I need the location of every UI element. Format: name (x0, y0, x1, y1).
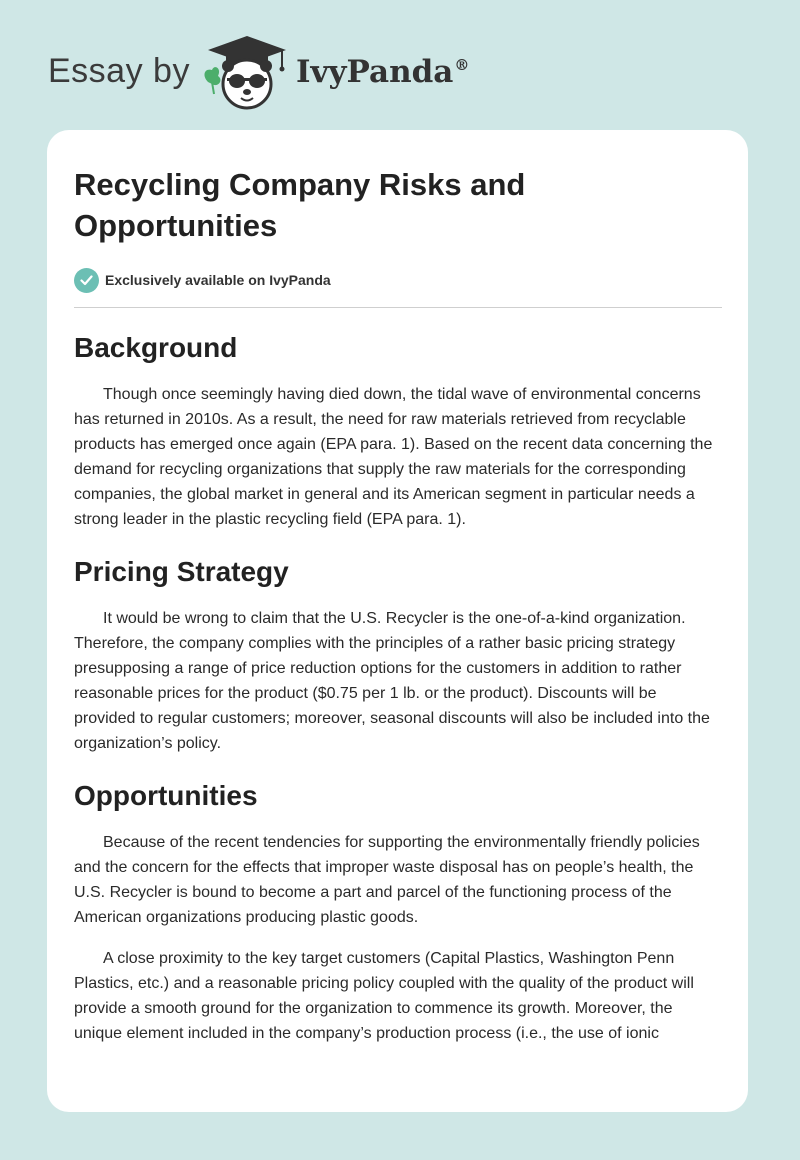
paragraph: It would be wrong to claim that the U.S. Recycler is the one-of-a-kind organization. Therefore, the company complies with the principles of a rather basic pricing strategy presupposing a range of price reduction options for the customers in addition to rather reasonable prices for the product ($0.75 per 1 lb. or the product). Discounts will be provided to regular customers; moreover, seasonal discounts will also be included into the organization’s policy. (74, 610, 710, 752)
check-circle-icon (74, 268, 99, 293)
section-heading-pricing-strategy: Pricing Strategy (74, 556, 289, 587)
exclusive-badge (74, 266, 722, 294)
paragraph: Because of the recent tendencies for supporting the environmentally friendly policies and the concern for the effects that improper waste disposal has on people’s health, the U.S. Recycler is bound to become a part and parcel of the functioning process of the American organizations producing plastic goods. (74, 834, 700, 926)
divider (74, 307, 722, 308)
site-header (48, 34, 748, 114)
page-title: Recycling Company Risks and Opportunities (74, 167, 526, 243)
paragraph: Though once seemingly having died down, the tidal wave of environmental concerns has returned in 2010s. As a result, the need for raw materials retrieved from recyclable products has emerged once again (EPA para. 1). Based on the recent data concerning the demand for recycling organizations that supply the raw materials for the corresponding companies, the global market in general and its American segment in particular needs a strong leader in the plastic recycling field (EPA para. 1). (74, 386, 713, 528)
brand-text: IvyPanda (296, 54, 454, 90)
article-card (47, 130, 748, 1112)
registered-mark: ® (454, 56, 470, 74)
panda-graduate-icon[interactable] (202, 34, 292, 112)
brand-name[interactable] (296, 54, 469, 90)
section-heading-opportunities: Opportunities (74, 780, 258, 811)
exclusive-label: Exclusively available on IvyPanda (105, 272, 331, 288)
section-heading-background: Background (74, 332, 238, 363)
paragraph: A close proximity to the key target customers (Capital Plastics, Washington Penn Plastics, etc.) and a reasonable pricing policy coupled with the quality of the product will provide a smooth ground for the organization to commence its growth. Moreover, the unique element included in the company’s production process (i.e., the use of ionic (74, 950, 694, 1042)
essay-by-label: Essay by (48, 52, 190, 90)
